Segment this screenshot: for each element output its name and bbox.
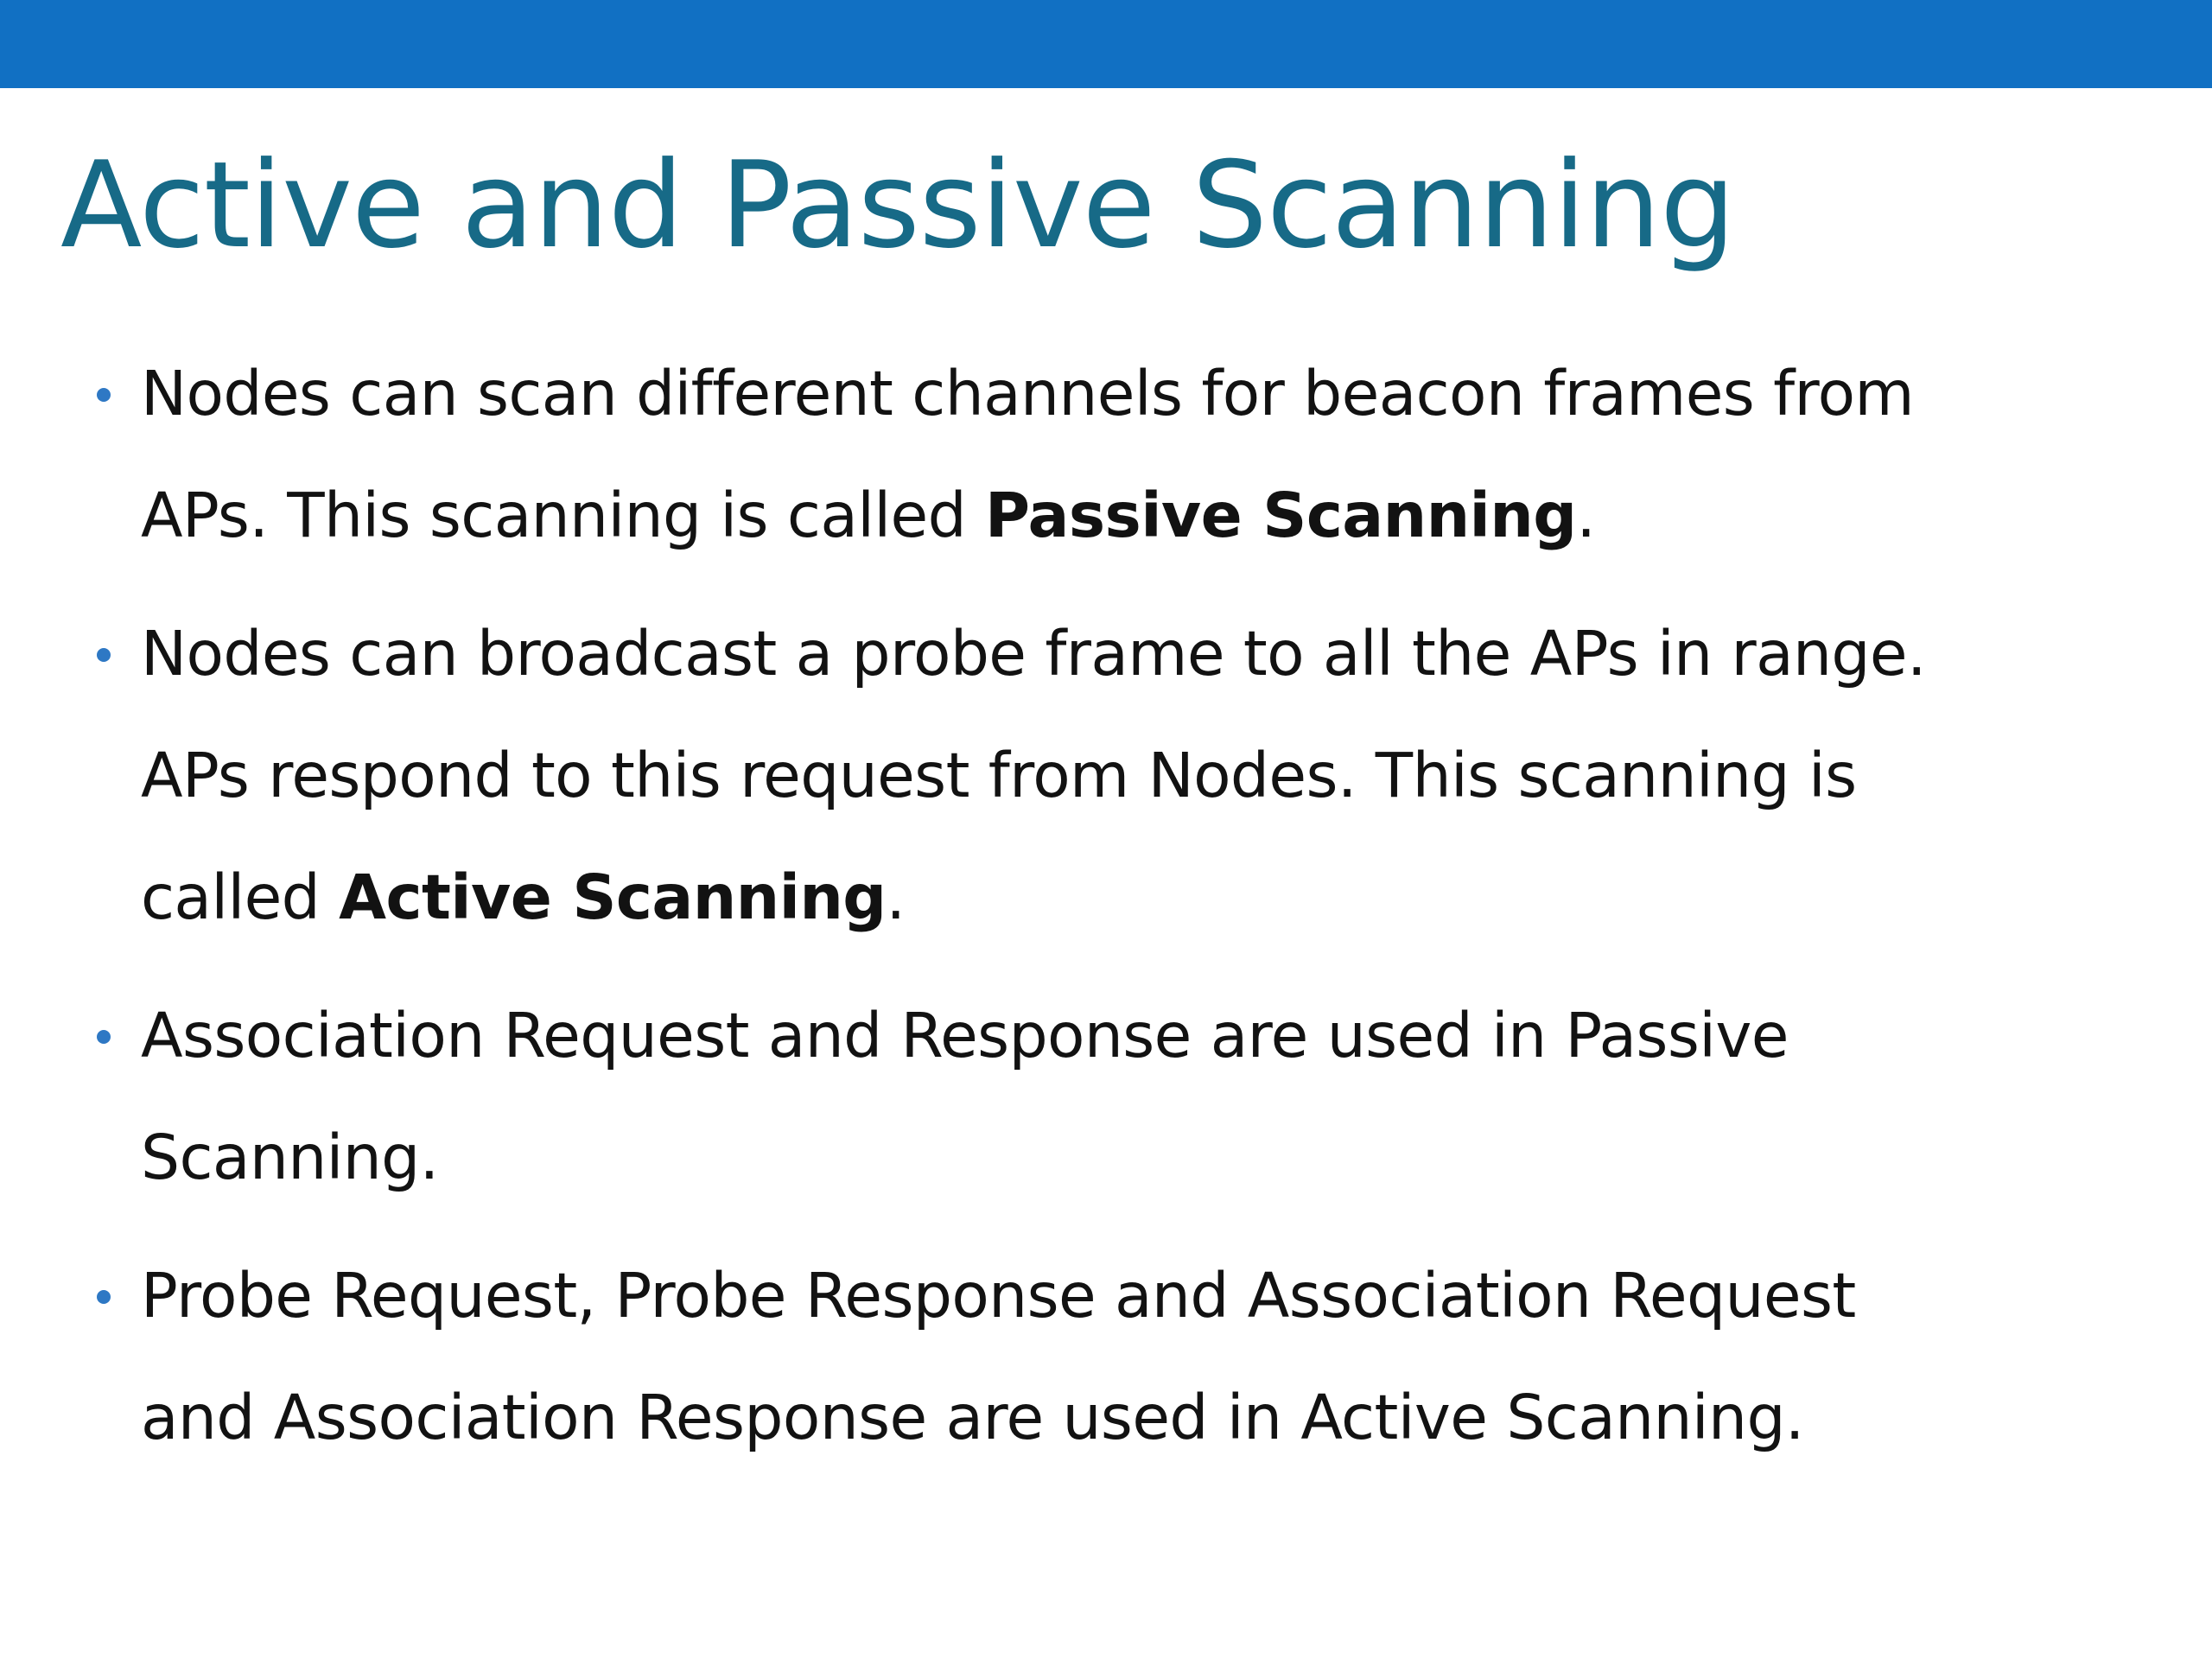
bullet-text: Scanning.: [141, 1122, 439, 1193]
bullet-item: [0, 593, 2120, 958]
bullet-line: [141, 975, 2120, 1096]
bullet-line: [141, 333, 2120, 454]
bullet-dot-icon: [97, 648, 111, 662]
bullet-item: [0, 333, 2120, 576]
bullet-text: and Association Response are used in Active Scanning.: [141, 1382, 1804, 1453]
bullet-text-end: .: [886, 861, 906, 933]
top-accent-bar: [0, 0, 2212, 88]
bullet-text: Nodes can scan different channels for beacon frames from: [141, 358, 1914, 429]
bullet-text: APs. This scanning is called: [141, 480, 986, 551]
bullet-text: Nodes can broadcast a probe frame to all the APs in range.: [141, 618, 1926, 690]
bullet-item: [0, 1235, 2120, 1478]
bullet-line: [141, 836, 2120, 958]
bullet-dot-icon: [97, 1290, 111, 1304]
bullet-text: called: [141, 861, 340, 933]
slide-title: Active and Passive Scanning: [60, 136, 1735, 275]
bold-term: Active Scanning: [339, 861, 887, 933]
bullet-dot-icon: [97, 1030, 111, 1044]
bullet-item: [0, 975, 2120, 1218]
bold-term: Passive Scanning: [985, 480, 1577, 551]
bullet-line: [141, 593, 2120, 715]
bullet-text: Association Request and Response are used in Passive: [141, 1000, 1789, 1071]
bullet-line: [141, 1235, 2120, 1357]
bullet-list: [0, 333, 2212, 1495]
bullet-dot-icon: [97, 388, 111, 402]
bullet-line: [141, 1096, 2120, 1218]
bullet-line: [141, 715, 2120, 836]
bullet-text: APs respond to this request from Nodes. This scanning is: [141, 740, 1857, 811]
bullet-text-end: .: [1576, 480, 1596, 551]
bullet-line: [141, 1357, 2120, 1478]
bullet-line: [141, 454, 2120, 576]
bullet-text: Probe Request, Probe Response and Association Request: [141, 1260, 1856, 1332]
